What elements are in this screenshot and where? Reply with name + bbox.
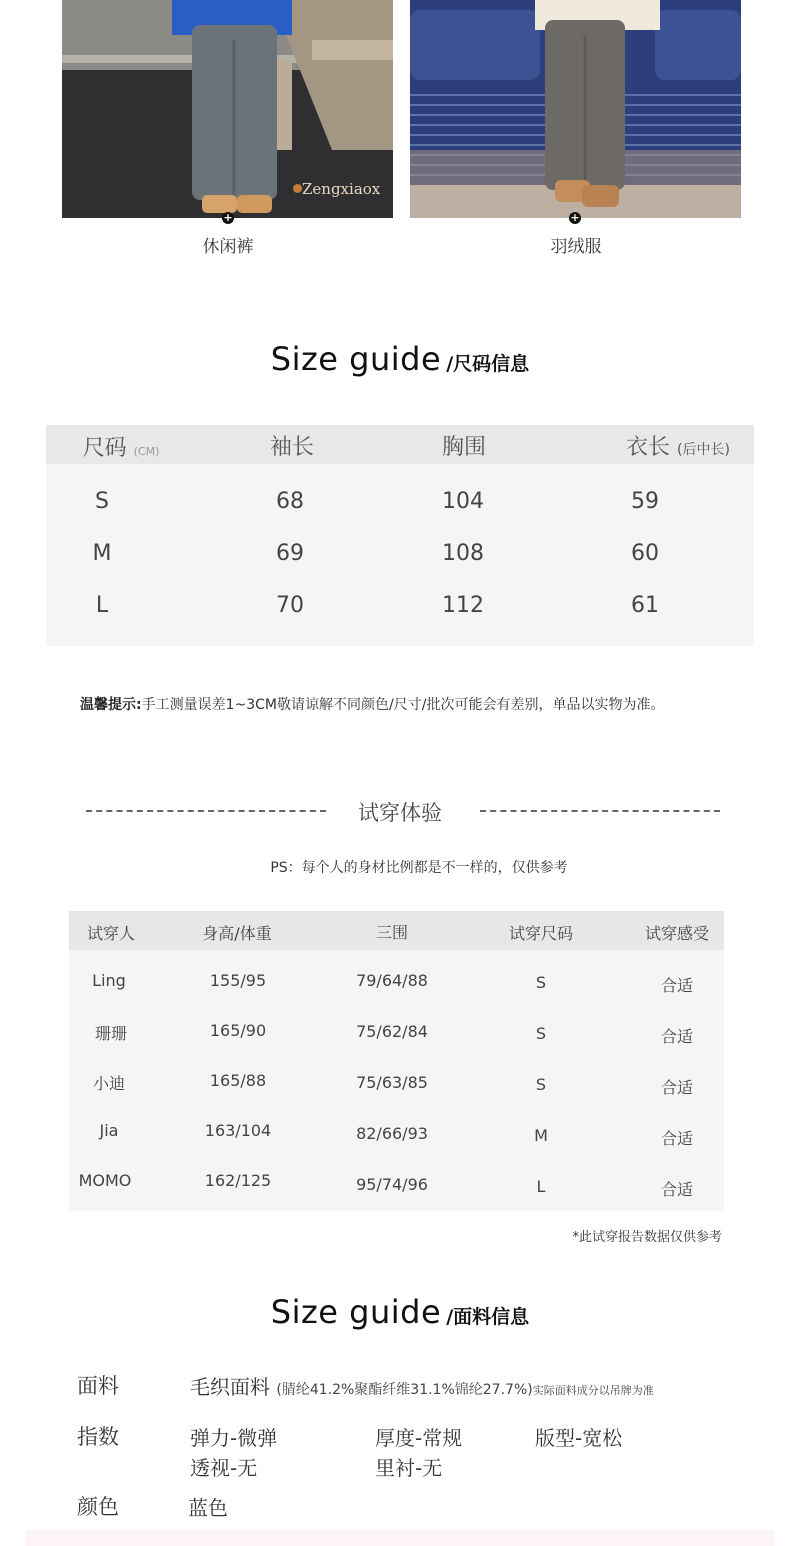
fabric-guide-title-en: Size guide — [270, 1293, 442, 1331]
tryon-feeling-cell: 合适 — [660, 1078, 693, 1097]
tip-label: 温馨提示: — [80, 697, 142, 713]
tryon-height-weight-cell: 165/90 — [209, 1021, 267, 1040]
header-size — [41, 431, 201, 462]
index-label: 指数 — [77, 1425, 119, 1449]
tryon-header-measurements: 三围 — [375, 923, 408, 942]
sleeve-cell: 70 — [276, 593, 304, 618]
caption-down-jacket: 羽绒服 — [550, 237, 602, 257]
tryon-measurements-cell: 95/74/96 — [356, 1175, 428, 1194]
tryon-person-cell: 小迪 — [92, 1074, 125, 1093]
color-label: 颜色 — [77, 1495, 119, 1519]
color-value: 蓝色 — [188, 1496, 228, 1520]
size-guide-title — [0, 340, 800, 378]
header-length-note: (后中长) — [677, 442, 730, 458]
tryon-size-cell: L — [536, 1177, 546, 1196]
tryon-measurements-cell: 82/66/93 — [356, 1124, 428, 1143]
material-label: 面料 — [77, 1374, 119, 1398]
fabric-guide-title-cn: /面料信息 — [446, 1306, 530, 1328]
size-guide-title-en: Size guide — [270, 340, 442, 378]
tryon-person-cell: Jia — [99, 1121, 119, 1140]
size-cell: L — [95, 593, 109, 618]
tryon-header-size: 试穿尺码 — [508, 924, 573, 943]
tryon-size-cell: S — [535, 1075, 547, 1094]
down-jacket-illustration — [410, 0, 741, 218]
header-length — [598, 430, 758, 461]
tryon-height-weight-cell: 155/95 — [209, 971, 267, 990]
tryon-height-weight-cell: 163/104 — [204, 1121, 272, 1140]
plus-icon[interactable]: + — [223, 211, 233, 224]
tryon-feeling-cell: 合适 — [660, 1180, 693, 1199]
chest-cell: 112 — [442, 593, 484, 618]
material-value — [190, 1371, 654, 1400]
tryon-size-cell: S — [535, 1024, 547, 1043]
header-chest: 胸围 — [441, 435, 486, 460]
tryon-height-weight-cell: 165/88 — [209, 1071, 267, 1090]
tryon-person-cell: 珊珊 — [94, 1024, 127, 1043]
tryon-person-cell: MOMO — [78, 1171, 132, 1190]
sleeve-cell: 68 — [276, 489, 304, 514]
tryon-table — [69, 911, 724, 1211]
fit-value: 版型-宽松 — [535, 1426, 623, 1450]
sleeve-cell: 69 — [276, 541, 304, 566]
product-photo-casual-pants — [62, 0, 393, 218]
photo-watermark: Zengxiaox — [302, 180, 381, 198]
header-unit: (CM) — [133, 445, 160, 458]
tryon-height-weight-cell: 162/125 — [204, 1171, 272, 1190]
transparency-value: 透视-无 — [190, 1456, 258, 1480]
length-cell: 60 — [631, 541, 659, 566]
length-cell: 61 — [631, 593, 659, 618]
tryon-size-cell: M — [534, 1126, 548, 1145]
bear-logo-icon — [293, 184, 302, 193]
header-sleeve: 袖长 — [269, 435, 314, 460]
tryon-person-cell: Ling — [92, 971, 126, 990]
lining-value: 里衬-无 — [375, 1456, 443, 1480]
material-name: 毛织面料 — [190, 1375, 270, 1399]
elasticity-value: 弹力-微弹 — [190, 1426, 278, 1450]
measurement-tip — [80, 694, 664, 714]
tryon-header-height-weight: 身高/体重 — [202, 924, 272, 943]
tryon-header-person: 试穿人 — [86, 924, 135, 943]
tryon-feeling-cell: 合适 — [660, 1027, 693, 1046]
caption-casual-pants: 休闲裤 — [202, 237, 254, 257]
tryon-feeling-cell: 合适 — [660, 1129, 693, 1148]
fabric-guide-title — [0, 1293, 800, 1331]
tip-text: 手工测量误差1~3CM敬请谅解不同颜色/尺寸/批次可能会有差别，单品以实物为准。 — [141, 697, 665, 713]
material-composition: (腈纶41.2%聚酯纤维31.1%锦纶27.7%) — [276, 1382, 533, 1398]
tryon-measurements-cell: 75/62/84 — [356, 1022, 428, 1041]
tryon-measurements-cell: 79/64/88 — [356, 971, 428, 990]
header-size-label: 尺码 — [82, 436, 127, 461]
size-cell: S — [95, 489, 109, 514]
tryon-measurements-cell: 75/63/85 — [356, 1073, 428, 1092]
bottom-strip — [26, 1530, 774, 1546]
size-guide-title-cn: /尺码信息 — [446, 353, 530, 375]
header-length-label: 衣长 — [626, 435, 671, 460]
size-table — [46, 425, 754, 646]
tryon-header-feeling: 试穿感受 — [644, 924, 709, 943]
tryon-ps: PS：每个人的身材比例都是不一样的，仅供参考 — [270, 860, 568, 876]
thickness-value: 厚度-常规 — [375, 1426, 463, 1450]
tryon-feeling-cell: 合适 — [660, 976, 693, 995]
product-photo-down-jacket — [410, 0, 741, 218]
chest-cell: 104 — [442, 489, 484, 514]
material-note: 实际面料成分以吊牌为准 — [532, 1384, 654, 1397]
size-cell: M — [92, 541, 112, 566]
plus-icon[interactable]: + — [570, 211, 580, 224]
length-cell: 59 — [631, 489, 659, 514]
chest-cell: 108 — [442, 541, 484, 566]
tryon-note: *此试穿报告数据仅供参考 — [572, 1230, 722, 1245]
tryon-size-cell: S — [535, 973, 547, 992]
tryon-title: 试穿体验 — [358, 801, 442, 825]
